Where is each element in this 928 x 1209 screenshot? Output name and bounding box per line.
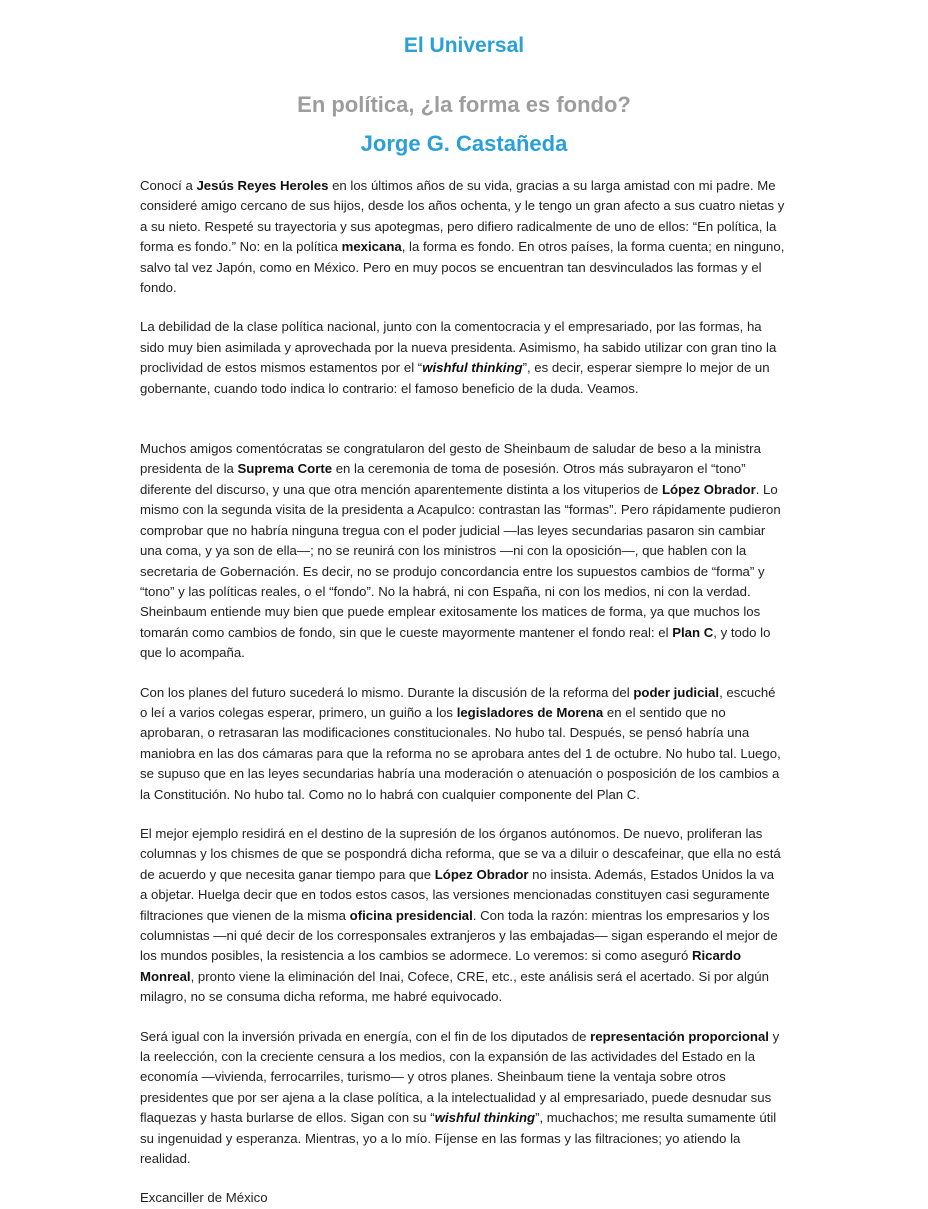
text-run: El mejor ejemplo residirá en el destino de la supresión de los órganos autónomos. De nuevo, proliferan las columnas y los chismes de que se pospondrá dicha reforma, que se va a diluir o descafeinar, que ella no está de acuerdo y que necesita ganar tiempo para que [140, 825, 781, 882]
paragraph [140, 176, 785, 298]
emphasis-text: Suprema Corte [237, 461, 333, 477]
text-run: . Con toda la razón: mientras los empresarios y los columnistas —ni qué decir de los corresponsales extranjeros y las embajadas— sigan esperando el mejor de los mundos posibles, la resistencia a los cambios se adormece. Lo veremos: si como aseguró [140, 907, 778, 964]
emphasis-text: poder judicial [633, 684, 720, 700]
text-run: en el sentido que no aprobaran, o retrasaran las modificaciones constitucionales. No hubo tal. Después, se pensó habría una maniobra en las dos cámaras para que la reforma no se aprobara antes del 1 de octubre. No hubo tal. Luego, se supuso que en las leyes secundarias habría una moderación o atenuación o posposición de los cambios a la Constitución. No hubo tal. Como no lo habrá con cualquier componente del Plan C. [140, 704, 781, 802]
emphasis-text: wishful thinking [422, 360, 523, 376]
text-run: Conocí a [140, 178, 197, 193]
text-run: . Lo mismo con la segunda visita de la presidenta a Acapulco: contrastan las “formas”. Pero rápidamente pudieron comprobar que no habría ninguna tregua con el poder judicial —las leyes secundarias pasaron sin cambiar una coma, y ya son de ella—; no se reunirá con los ministros —ni con la oposición—, que hablen con la secretaria de Gobernación. Es decir, no se produjo concordancia entre los supuestos cambios de “forma” y “tono” y las políticas reales, o el “fondo”. No la habrá, ni con España, ni con los medios, ni con la verdad. Sheinbaum entiende muy bien que puede emplear exitosamente los matices de forma, ya que muchos los tomarán como cambios de fondo, sin que le cueste mayormente mantener el fondo real: el [140, 481, 781, 640]
text-run: , escuché o leí a varios colegas esperar, primero, un guiño a los [140, 684, 776, 720]
article-headline: En política, ¿la forma es fondo? [297, 92, 631, 117]
emphasis-text: mexicana [341, 239, 402, 255]
article-author: Jorge G. Castañeda [360, 131, 568, 156]
paragraph [140, 683, 785, 805]
emphasis-text: Jesús Reyes Heroles [196, 178, 329, 193]
text-run: en los últimos años de su vida, gracias a su larga amistad con mi padre. Me consideré amigo cercano de sus hijos, desde los años ochenta, y le tengo un gran afecto a sus cuatro nietas y a su nieto. Respeté su trayectoria y sus apotegmas, pero difiero radicalmente de uno de ellos: “En política, la forma es fondo.” No: en la política [140, 178, 785, 255]
article-body [140, 176, 785, 1209]
paragraph [140, 317, 785, 399]
emphasis-text: Ricardo Monreal [140, 948, 742, 984]
publication-name: El Universal [403, 34, 525, 57]
emphasis-text: legisladores de Morena [456, 704, 604, 720]
emphasis-text: representación proporcional [590, 1028, 769, 1044]
text-run: , la forma es fondo. En otros países, la forma cuenta; en ninguno, salvo tal vez Japón, como en México. Pero en muy pocos se encuentran tan desvinculados las formas y el fondo. [140, 239, 785, 296]
text-run: Con los planes del futuro sucederá lo mismo. Durante la discusión de la reforma del [140, 684, 634, 700]
text-run: en la ceremonia de toma de posesión. Otros más subrayaron el “tono” diferente del discurso, y una que otra mención aparentemente distinta a los vituperios de [140, 461, 746, 497]
emphasis-text: López Obrador [661, 481, 756, 497]
text-run: no insista. Además, Estados Unidos la va a objetar. Huelga decir que en todos estos casos, las versiones mencionadas constituyen casi seguramente filtraciones que vienen de la misma [140, 866, 775, 923]
text-run: , pronto viene la eliminación del Inai, Cofece, CRE, etc., este análisis será el acertado. Si por algún milagro, no se consuma dicha reforma, me habré equivocado. [140, 968, 769, 1005]
paragraph [140, 439, 785, 663]
text-run: Muchos amigos comentócratas se congratularon del gesto de Sheinbaum de saludar de beso a la ministra presidenta de la [140, 441, 761, 477]
text-run: , y todo lo que lo acompaña. [140, 624, 771, 661]
paragraph [140, 1027, 785, 1170]
emphasis-text: oficina presidencial [349, 907, 473, 923]
emphasis-text: wishful thinking [434, 1110, 536, 1126]
text-run: ”, es decir, esperar siempre lo mejor de un gobernante, cuando todo indica lo contrario: el famoso beneficio de la duda. Veamos. [140, 360, 770, 396]
paragraph [140, 824, 785, 1008]
text-run: y la reelección, con la creciente censura a los medios, con la expansión de las actividades del Estado en la economía —vivienda, ferrocarriles, turismo— y otros planes. Sheinbaum tiene la ventaja sobre otros presidentes que por ser ajena a la clase política, a la intelectualidad y al empresariado, puede desnudar sus flaquezas y hasta burlarse de ellos. Sigan con su “ [140, 1028, 780, 1126]
emphasis-text: Plan C [672, 624, 714, 640]
author-signature: Excanciller de México [140, 1190, 268, 1206]
emphasis-text: López Obrador [434, 866, 529, 882]
text-run: ”, muchachos; me resulta sumamente útil su ingenuidad y esperanza. Mientras, yo a lo mío. Fíjense en las formas y las filtraciones; yo atiendo la realidad. [140, 1110, 777, 1167]
text-run: Será igual con la inversión privada en energía, con el fin de los diputados de [140, 1028, 591, 1044]
text-run: La debilidad de la clase política nacional, junto con la comentocracia y el empresariado, por las formas, ha sido muy bien asimilada y aprovechada por la nueva presidenta. Asimismo, ha sabido utilizar con gran tino la proclividad de estos mismos estamentos por el “ [140, 319, 777, 376]
